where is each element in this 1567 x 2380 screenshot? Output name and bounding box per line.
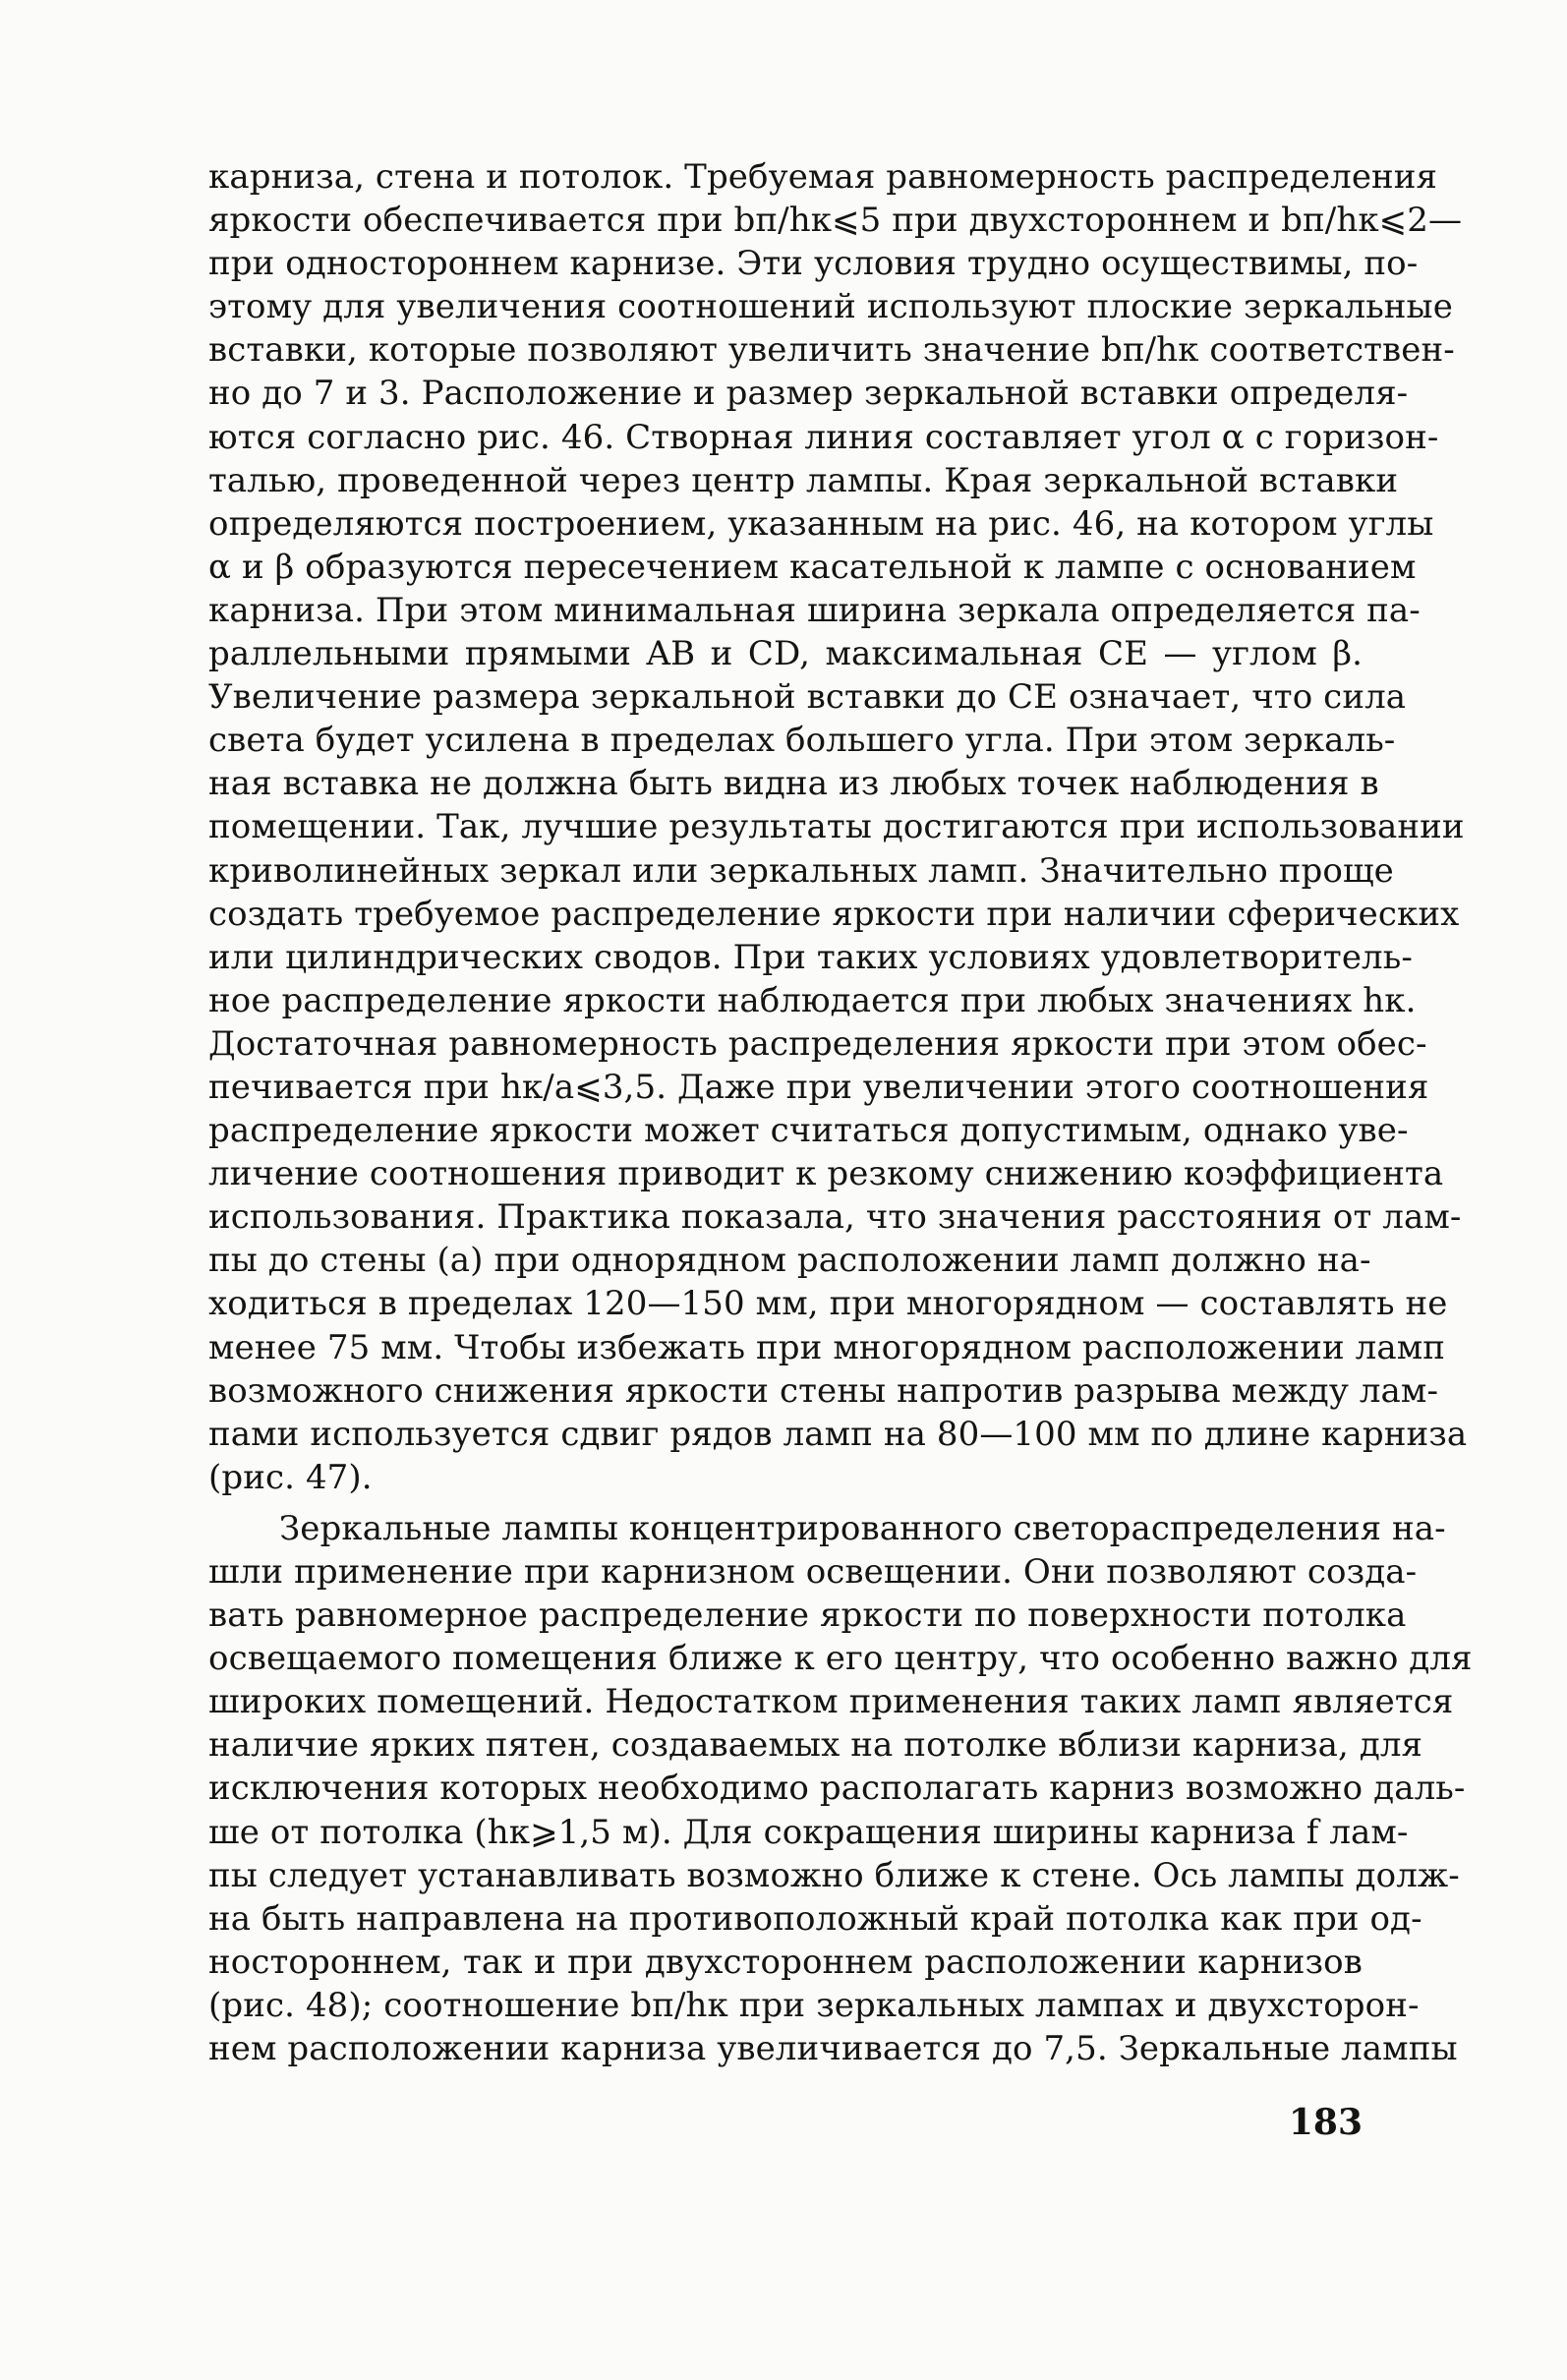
text-line: при одностороннем карнизе. Эти условия трудно осуществимы, по- — [208, 244, 1419, 284]
text-line: яркости обеспечивается при bп/hк⩽5 при двухстороннем и bп/hк⩽2— — [208, 201, 1463, 241]
text-line: вать равномерное распределение яркости по поверхности потолка — [208, 1596, 1407, 1636]
text-line: пами используется сдвиг рядов ламп на 80—100 мм по длине карниза — [208, 1414, 1468, 1454]
text-line: пы до стены (a) при однорядном расположении ламп должно на- — [208, 1241, 1371, 1281]
text-line: шли применение при карнизном освещении. Они позволяют созда- — [208, 1552, 1418, 1592]
text-line: ше от потолка (hк⩾1,5 м). Для сокращения ширины карниза f лам- — [208, 1812, 1409, 1852]
text-line: вставки, которые позволяют увеличить значение bп/hк соответствен- — [208, 330, 1455, 371]
text-line: определяются построением, указанным на рис. 46, на котором углы — [208, 503, 1434, 544]
text-line: создать требуемое распределение яркости при наличии сферических — [208, 894, 1460, 934]
text-line: менее 75 мм. Чтобы избежать при многорядном расположении ламп — [208, 1327, 1446, 1367]
text-line: помещении. Так, лучшие результаты достигаются при использовании — [208, 807, 1465, 847]
text-line: Зеркальные лампы концентрированного светораспределения на- — [279, 1508, 1446, 1548]
text-line: печивается при hк/a⩽3,5. Даже при увеличении этого соотношения — [208, 1067, 1429, 1107]
text-line: нем расположении карниза увеличивается до 7,5. Зеркальные лампы — [208, 2029, 1458, 2069]
text-line: или цилиндрических сводов. При таких условиях удовлетворитель- — [208, 937, 1413, 977]
text-line: использования. Практика показала, что значения расстояния от лам- — [208, 1197, 1462, 1238]
text-line: на быть направлена на противоположный край потолка как при од- — [208, 1898, 1422, 1939]
text-line: карниза. При этом минимальная ширина зеркала определяется па- — [208, 590, 1421, 630]
text-line: карниза, стена и потолок. Требуемая равномерность распределения — [208, 157, 1438, 197]
text-line: возможного снижения яркости стены напротив разрыва между лам- — [208, 1370, 1439, 1411]
paragraph-gap — [208, 1499, 1363, 1507]
text-line: раллельными прямыми AB и CD, максимальная CE — углом β. — [208, 634, 1363, 674]
text-line: ностороннем, так и при двухстороннем расположении карнизов — [208, 1942, 1363, 1982]
text-line: криволинейных зеркал или зеркальных ламп. Значительно проще — [208, 850, 1394, 891]
text-line: личение соотношения приводит к резкому снижению коэффициента — [208, 1154, 1444, 1194]
paragraph-2 — [208, 1507, 1473, 2070]
text-line: ются согласно рис. 46. Створная линия составляет угол α с горизон- — [208, 417, 1439, 457]
text-line: (рис. 47). — [208, 1457, 373, 1497]
text-line: света будет усилена в пределах большего угла. При этом зеркаль- — [208, 721, 1396, 761]
text-line: (рис. 48); соотношение bп/hк при зеркальных лампах и двухсторон- — [208, 1985, 1420, 2025]
text-line: пы следует устанавливать возможно ближе к стене. Ось лампы долж- — [208, 1855, 1460, 1895]
body-text — [208, 155, 1473, 2070]
text-line: α и β образуются пересечением касательной к лампе с основанием — [208, 547, 1417, 587]
text-line: наличие ярких пятен, создаваемых на потолке вблизи карниза, для — [208, 1725, 1423, 1766]
text-line: исключения которых необходимо располагать карниз возможно даль- — [208, 1769, 1466, 1809]
text-line: освещаемого помещения ближе к его центру, что особенно важно для — [208, 1639, 1473, 1679]
text-line: Увеличение размера зеркальной вставки до CE означает, что сила — [208, 677, 1407, 718]
text-line: но до 7 и 3. Расположение и размер зеркальной вставки определя- — [208, 374, 1409, 414]
text-line: ходиться в пределах 120—150 мм, при многорядном — составлять не — [208, 1284, 1448, 1324]
text-line: Достаточная равномерность распределения яркости при этом обес- — [208, 1023, 1427, 1064]
text-line: широких помещений. Недостатком применения таких ламп является — [208, 1682, 1454, 1722]
text-line: ная вставка не должна быть видна из любых точек наблюдения в — [208, 764, 1379, 804]
text-line: талью, проведенной через центр лампы. Края зеркальной вставки — [208, 460, 1399, 500]
text-line: распределение яркости может считаться допустимым, однако уве- — [208, 1111, 1409, 1151]
text-line: ное распределение яркости наблюдается при любых значениях hк. — [208, 980, 1417, 1020]
page-number: 183 — [1288, 2102, 1363, 2143]
text-line: этому для увеличения соотношений используют плоские зеркальные — [208, 287, 1453, 327]
paragraph-1 — [208, 155, 1468, 1499]
